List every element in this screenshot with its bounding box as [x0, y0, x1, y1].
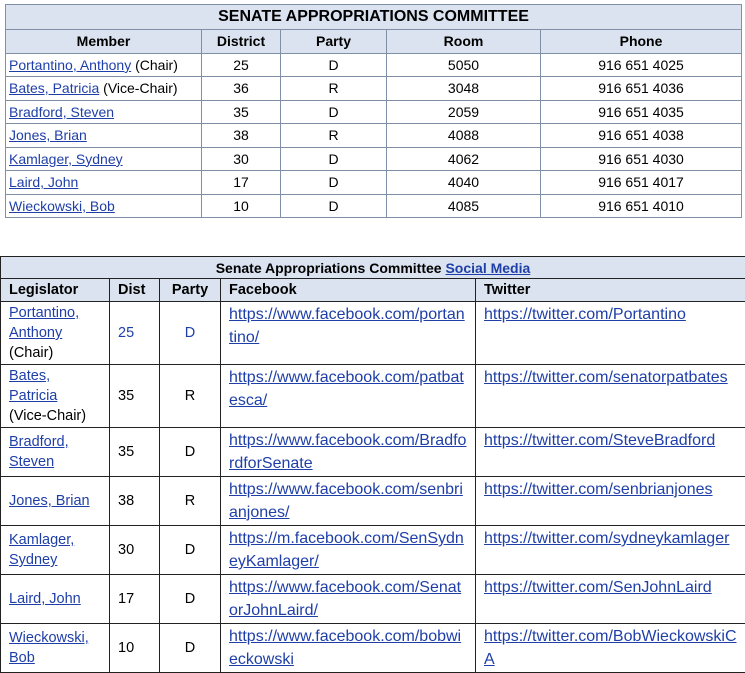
phone-cell: 916 651 4035 [541, 100, 742, 124]
legislator-cell [1, 302, 110, 365]
legislator-cell [1, 575, 110, 624]
dist-cell: 30 [110, 526, 160, 575]
social-row [1, 302, 745, 365]
committee-row [6, 147, 742, 171]
legislator-name-line1: Kamlager, [9, 532, 74, 548]
member-name-link[interactable]: Jones, Brian [9, 127, 87, 143]
social-row [1, 575, 745, 624]
twitter-cell [476, 428, 745, 477]
member-cell [6, 171, 202, 195]
room-cell: 4085 [387, 194, 541, 218]
legislator-cell [1, 365, 110, 428]
committee-rows [6, 53, 742, 218]
facebook-link[interactable]: https://www.facebook.com/BradfordforSenate [229, 432, 466, 472]
member-cell [6, 77, 202, 101]
district-cell: 35 [202, 100, 281, 124]
legislator-name-link[interactable] [9, 591, 81, 607]
district-cell: 10 [202, 194, 281, 218]
legislator-name-link[interactable] [9, 368, 57, 404]
header-dist: Dist [110, 279, 160, 302]
member-role: (Vice-Chair) [99, 80, 177, 96]
member-cell [6, 124, 202, 148]
header-phone: Phone [541, 30, 742, 54]
dist-cell: 35 [110, 428, 160, 477]
district-cell: 17 [202, 171, 281, 195]
member-name-link[interactable]: Kamlager, Sydney [9, 151, 123, 167]
legislator-name-link[interactable] [9, 305, 79, 341]
committee-row [6, 53, 742, 77]
legislator-name-line1: Wieckowski, [9, 630, 89, 646]
party-cell: R [160, 365, 221, 428]
facebook-cell [221, 526, 476, 575]
header-facebook: Facebook [221, 279, 476, 302]
party-cell: D [281, 53, 387, 77]
committee-row [6, 124, 742, 148]
legislator-name-link[interactable] [9, 434, 69, 470]
legislator-name-link[interactable] [9, 630, 89, 666]
member-role: (Chair) [131, 57, 178, 73]
twitter-cell [476, 365, 745, 428]
party-cell: D [160, 624, 221, 673]
legislator-name-line1: Jones, Brian [9, 493, 90, 509]
member-cell [6, 53, 202, 77]
header-district: District [202, 30, 281, 54]
header-party: Party [160, 279, 221, 302]
twitter-link[interactable]: https://twitter.com/BobWieckowskiCA [484, 628, 737, 668]
committee-row [6, 194, 742, 218]
social-title-text: Senate Appropriations Committee [216, 260, 446, 276]
room-cell: 4062 [387, 147, 541, 171]
facebook-cell [221, 575, 476, 624]
party-cell: R [281, 124, 387, 148]
party-cell: R [160, 477, 221, 526]
party-cell: R [281, 77, 387, 101]
legislator-name-link[interactable] [9, 532, 74, 568]
legislator-cell [1, 526, 110, 575]
party-cell: D [160, 428, 221, 477]
party-cell: D [160, 526, 221, 575]
member-name-link[interactable]: Bates, Patricia [9, 80, 99, 96]
phone-cell: 916 651 4010 [541, 194, 742, 218]
legislator-name-line1: Laird, John [9, 591, 81, 607]
twitter-cell [476, 526, 745, 575]
social-media-link[interactable]: Social Media [445, 260, 530, 276]
facebook-link[interactable]: https://www.facebook.com/senbrianjones/ [229, 481, 463, 521]
district-cell: 25 [202, 53, 281, 77]
legislator-name-line1: Bradford, [9, 434, 69, 450]
member-cell [6, 100, 202, 124]
header-legislator: Legislator [1, 279, 110, 302]
social-row [1, 428, 745, 477]
committee-table [5, 4, 742, 218]
twitter-cell [476, 624, 745, 673]
social-row [1, 526, 745, 575]
member-cell [6, 147, 202, 171]
legislator-name-line2: Bob [9, 650, 35, 666]
facebook-cell [221, 302, 476, 365]
legislator-cell [1, 624, 110, 673]
phone-cell: 916 651 4038 [541, 124, 742, 148]
legislator-cell [1, 428, 110, 477]
twitter-cell [476, 477, 745, 526]
member-name-link[interactable]: Portantino, Anthony [9, 57, 131, 73]
twitter-link[interactable]: https://twitter.com/SteveBradford [484, 432, 715, 449]
twitter-cell [476, 575, 745, 624]
header-room: Room [387, 30, 541, 54]
committee-title: SENATE APPROPRIATIONS COMMITTEE [6, 5, 742, 30]
phone-cell: 916 651 4017 [541, 171, 742, 195]
legislator-role: (Chair) [9, 345, 53, 361]
social-media-table [0, 256, 745, 673]
legislator-name-line2: Steven [9, 454, 54, 470]
facebook-cell [221, 624, 476, 673]
member-name-link[interactable]: Wieckowski, Bob [9, 198, 115, 214]
dist-cell: 10 [110, 624, 160, 673]
facebook-link[interactable]: https://www.facebook.com/portantino/ [229, 306, 465, 346]
district-cell: 36 [202, 77, 281, 101]
phone-cell: 916 651 4025 [541, 53, 742, 77]
room-cell: 4088 [387, 124, 541, 148]
party-cell: D [281, 100, 387, 124]
member-name-link[interactable]: Laird, John [9, 174, 78, 190]
social-row [1, 624, 745, 673]
legislator-name-line1: Portantino, [9, 305, 79, 321]
committee-row [6, 77, 742, 101]
room-cell: 4040 [387, 171, 541, 195]
committee-row [6, 171, 742, 195]
party-cell: D [160, 575, 221, 624]
twitter-cell [476, 302, 745, 365]
social-title [1, 257, 745, 279]
twitter-link[interactable]: https://twitter.com/senbrianjones [484, 481, 713, 498]
dist-cell: 38 [110, 477, 160, 526]
social-row [1, 477, 745, 526]
legislator-cell [1, 477, 110, 526]
party-cell: D [281, 194, 387, 218]
twitter-link[interactable]: https://twitter.com/senatorpatbates [484, 369, 728, 386]
room-cell: 3048 [387, 77, 541, 101]
header-party: Party [281, 30, 387, 54]
dist-cell: 25 [110, 302, 160, 365]
member-name-link[interactable]: Bradford, Steven [9, 104, 114, 120]
facebook-link[interactable]: https://www.facebook.com/bobwieckowski [229, 628, 461, 668]
phone-cell: 916 651 4030 [541, 147, 742, 171]
facebook-link[interactable]: https://www.facebook.com/patbatesca/ [229, 369, 464, 409]
twitter-link[interactable]: https://twitter.com/Portantino [484, 306, 686, 323]
member-cell [6, 194, 202, 218]
legislator-role: (Vice-Chair) [9, 408, 86, 424]
district-cell: 38 [202, 124, 281, 148]
social-row [1, 365, 745, 428]
party-cell: D [281, 147, 387, 171]
district-cell: 30 [202, 147, 281, 171]
legislator-name-link[interactable] [9, 493, 90, 509]
facebook-cell [221, 365, 476, 428]
header-member: Member [6, 30, 202, 54]
facebook-link[interactable]: https://m.facebook.com/SenSydneyKamlager/ [229, 530, 464, 570]
facebook-link[interactable]: https://www.facebook.com/SenatorJohnLaird/ [229, 579, 461, 619]
facebook-cell [221, 428, 476, 477]
dist-cell: 17 [110, 575, 160, 624]
phone-cell: 916 651 4036 [541, 77, 742, 101]
social-header-row [1, 279, 745, 302]
committee-row [6, 100, 742, 124]
party-cell: D [281, 171, 387, 195]
committee-header-row [6, 30, 742, 54]
legislator-name-line2: Sydney [9, 552, 57, 568]
twitter-link[interactable]: https://twitter.com/SenJohnLaird [484, 579, 712, 596]
dist-cell: 35 [110, 365, 160, 428]
party-cell: D [160, 302, 221, 365]
room-cell: 5050 [387, 53, 541, 77]
facebook-cell [221, 477, 476, 526]
legislator-name-line2: Anthony [9, 325, 62, 341]
header-twitter: Twitter [476, 279, 745, 302]
social-rows [1, 302, 745, 673]
room-cell: 2059 [387, 100, 541, 124]
legislator-name-line1: Bates, [9, 368, 50, 384]
legislator-name-line2: Patricia [9, 388, 57, 404]
twitter-link[interactable]: https://twitter.com/sydneykamlager [484, 530, 729, 547]
